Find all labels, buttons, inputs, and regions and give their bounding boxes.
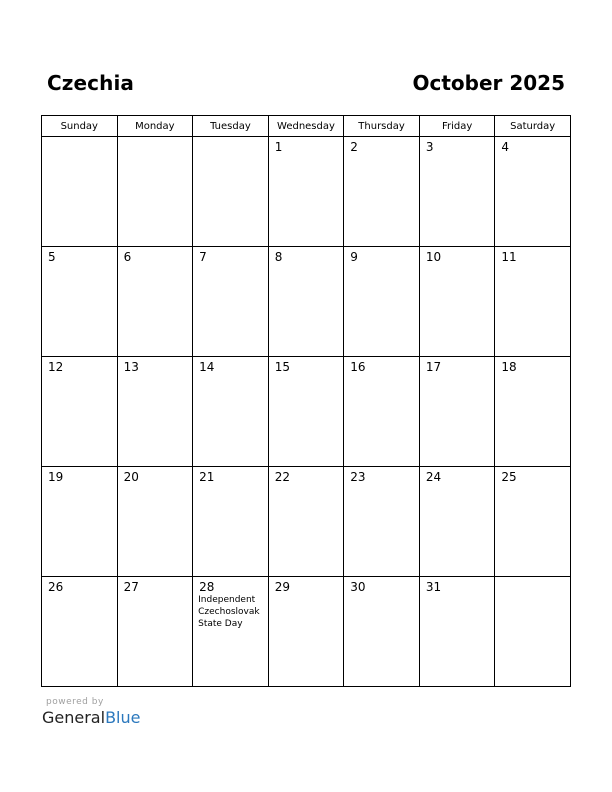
day-number: 17 xyxy=(425,360,442,374)
day-number: 6 xyxy=(123,250,132,264)
day-number: 20 xyxy=(123,470,139,484)
weekday-header: Wednesday xyxy=(268,116,344,137)
day-cell xyxy=(268,247,344,357)
day-number: 13 xyxy=(123,360,139,374)
day-cell xyxy=(193,247,269,357)
day-number: 23 xyxy=(350,470,366,484)
day-number: 4 xyxy=(501,140,510,154)
day-cell xyxy=(344,137,420,247)
day-cell xyxy=(419,467,495,577)
day-cell xyxy=(117,467,193,577)
day-number: 21 xyxy=(199,470,215,484)
day-cell xyxy=(268,357,344,467)
day-cell xyxy=(495,137,571,247)
day-number: 26 xyxy=(48,580,64,594)
day-number: 15 xyxy=(274,360,290,374)
day-number: 31 xyxy=(425,580,442,594)
empty-day-cell xyxy=(42,137,118,247)
empty-day-cell xyxy=(495,577,571,687)
day-cell xyxy=(42,577,118,687)
empty-day-cell xyxy=(193,137,269,247)
powered-by-text: powered by xyxy=(46,697,104,707)
day-cell xyxy=(193,577,269,687)
day-cell xyxy=(344,357,420,467)
day-number: 18 xyxy=(501,360,517,374)
day-cell xyxy=(495,467,571,577)
week-row xyxy=(42,467,571,577)
day-cell xyxy=(268,577,344,687)
day-cell xyxy=(193,357,269,467)
week-row xyxy=(42,577,571,687)
week-row xyxy=(42,357,571,467)
day-number: 24 xyxy=(425,470,442,484)
day-number: 5 xyxy=(48,250,56,264)
day-number: 10 xyxy=(425,250,442,264)
day-number: 2 xyxy=(350,140,358,154)
day-number: 14 xyxy=(199,360,215,374)
day-cell xyxy=(495,357,571,467)
day-number: 22 xyxy=(274,470,290,484)
day-cell xyxy=(419,357,495,467)
day-number: 11 xyxy=(501,250,517,264)
day-number: 28 xyxy=(199,580,215,594)
day-number: 29 xyxy=(274,580,290,594)
weekday-header: Tuesday xyxy=(193,116,269,137)
day-number: 1 xyxy=(274,140,283,154)
week-row xyxy=(42,137,571,247)
weekday-header: Thursday xyxy=(344,116,420,137)
day-number: 30 xyxy=(350,580,366,594)
day-number: 8 xyxy=(274,250,283,264)
day-cell xyxy=(117,577,193,687)
day-number: 3 xyxy=(425,140,434,154)
day-cell xyxy=(419,577,495,687)
calendar-grid xyxy=(41,115,571,687)
month-title: October 2025 xyxy=(412,71,565,95)
day-cell xyxy=(193,467,269,577)
weekday-header-row xyxy=(42,116,571,137)
week-row xyxy=(42,247,571,357)
holiday-label: Independent Czechoslovak State Day xyxy=(198,595,260,629)
day-cell xyxy=(42,247,118,357)
day-cell xyxy=(419,137,495,247)
day-cell xyxy=(344,247,420,357)
day-number: 27 xyxy=(123,580,139,594)
brand-general: General xyxy=(42,708,106,727)
weekday-header: Friday xyxy=(419,116,495,137)
day-number: 9 xyxy=(350,250,358,264)
day-cell xyxy=(419,247,495,357)
day-cell xyxy=(42,467,118,577)
day-cell xyxy=(344,467,420,577)
weekday-header: Saturday xyxy=(495,116,571,137)
day-cell xyxy=(117,247,193,357)
day-number: 25 xyxy=(501,470,517,484)
country-title: Czechia xyxy=(47,71,135,95)
day-number: 19 xyxy=(48,470,64,484)
day-cell xyxy=(495,247,571,357)
weekday-header: Sunday xyxy=(42,116,118,137)
day-number: 16 xyxy=(350,360,366,374)
generalblue-logo[interactable] xyxy=(42,708,140,727)
day-number: 7 xyxy=(199,250,207,264)
day-number: 12 xyxy=(48,360,64,374)
day-cell xyxy=(344,577,420,687)
day-cell xyxy=(268,137,344,247)
empty-day-cell xyxy=(117,137,193,247)
day-cell xyxy=(42,357,118,467)
day-cell xyxy=(117,357,193,467)
weekday-header: Monday xyxy=(117,116,193,137)
brand-blue: Blue xyxy=(105,708,141,727)
day-cell xyxy=(268,467,344,577)
